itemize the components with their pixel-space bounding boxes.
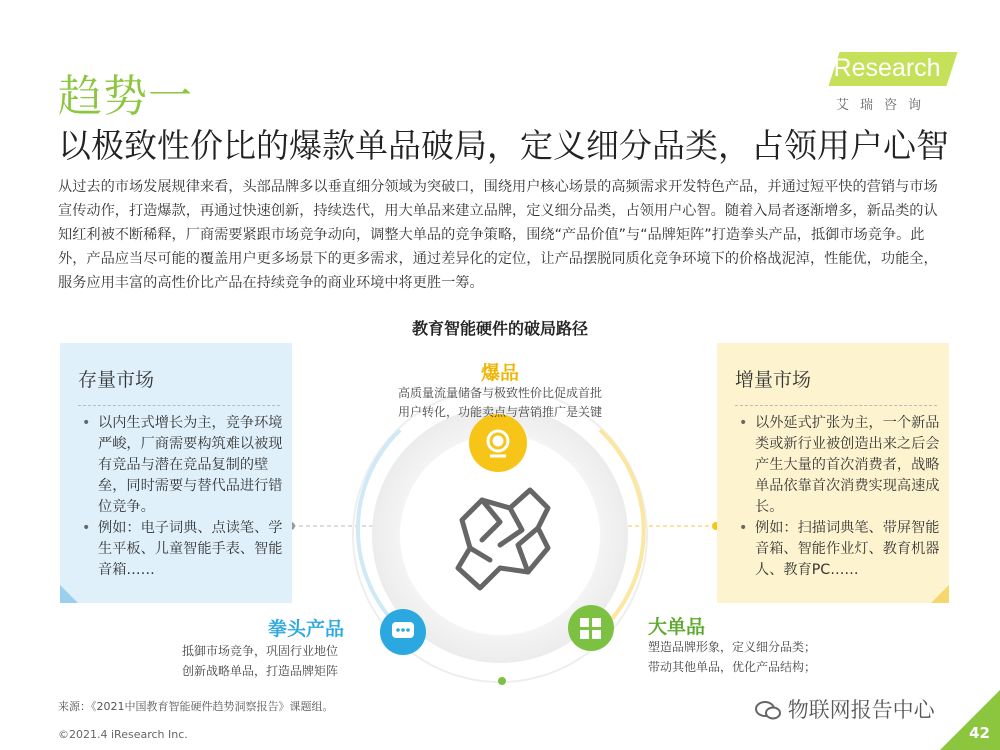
flagship-product-desc-1: 抵御市场竞争，巩固行业地位: [182, 644, 339, 658]
flagship-product-title: 拳头产品: [268, 618, 345, 640]
incremental-market-bullets: [735, 413, 941, 581]
bullet-item: • 以外延式扩张为主，一个新品类或新行业被创造出来之后会产生大量的首次消费者，战略单品依靠首次消费实现高速成长。: [735, 413, 941, 518]
copyright: ©2021.4 iResearch Inc.: [58, 728, 188, 741]
chat-bubble-icon: [392, 622, 414, 638]
logo-text: iResearch: [828, 54, 941, 82]
hot-product-desc-2: 用户转化，功能卖点与营销推广是关键: [397, 405, 602, 419]
bullet-item: • 例如：电子词典、点读笔、学生平板、儿童智能手表、智能音箱……: [78, 518, 284, 581]
watermark-text: 物联网报告中心: [787, 698, 935, 722]
right-node-circle: [568, 605, 614, 651]
logo-subtitle: 艾瑞咨询: [836, 98, 933, 113]
incremental-market-title: 增量市场: [735, 369, 812, 391]
bottom-dot: [498, 677, 506, 685]
big-product-desc-2: 带动其他单品，优化产品结构；: [648, 660, 817, 674]
bullet-item: • 以内生式增长为主，竞争环境严峻，厂商需要构筑难以被现有竞品与潜在竞品复制的壁垒，同时需要与替代品进行错位竞争。: [78, 413, 284, 518]
panel-corner-decoration: [931, 585, 949, 603]
hot-product-title: 爆品: [480, 362, 519, 384]
wechat-icon: [755, 700, 781, 720]
flagship-product-desc-2: 创新战略单品，打造品牌矩阵: [182, 664, 339, 678]
stock-market-title: 存量市场: [78, 369, 155, 391]
source-note: 来源：《2021中国教育智能硬件趋势洞察报告》课题组。: [58, 700, 334, 713]
bullet-item: • 例如：扫描词典笔、带屏智能音箱、智能作业灯、教育机器人、教育PC……: [735, 518, 941, 581]
page-title: 以极致性价比的爆款单品破局，定义细分品类，占领用户心智: [58, 126, 949, 165]
panel-corner-decoration: [60, 585, 78, 603]
page-number: 42: [969, 724, 990, 742]
hot-product-desc-1: 高质量流量储备与极致性价比促成首批: [397, 386, 602, 400]
big-product-desc-1: 塑造品牌形象，定义细分品类；: [648, 640, 817, 654]
trend-label: 趋势一: [58, 71, 193, 122]
watermark: [755, 694, 935, 724]
intro-paragraph: 从过去的市场发展规律来看，头部品牌多以垂直细分领域为突破口，围绕用户核心场景的高频需求开发特色产品，并通过短平快的营销与市场宣传动作，打造爆款，再通过快速创新，持续迭代，用大单品来建立品牌，定义细分品类，占领用户心智。随着入局者逐渐增多，新品类的认知红利被不断稀释，厂商需要紧跟市场竞争动向，调整大单品的竞争策略，围绕“产品价值”与“品牌矩阵”打造拳头产品，抵御市场竞争。此外，产品应当尽可能的覆盖用户更多场景下的更多需求，通过差异化的定位，让产品摆脱同质化竞争环境下的价格战泥淖，性能优，功能全，服务应用丰富的高性价比产品在持续竞争的商业环境中将更胜一筹。: [58, 179, 938, 291]
diagram-title: 教育智能硬件的破局路径: [411, 319, 588, 338]
stock-market-bullets: [78, 413, 284, 581]
big-product-title: 大单品: [648, 616, 706, 638]
